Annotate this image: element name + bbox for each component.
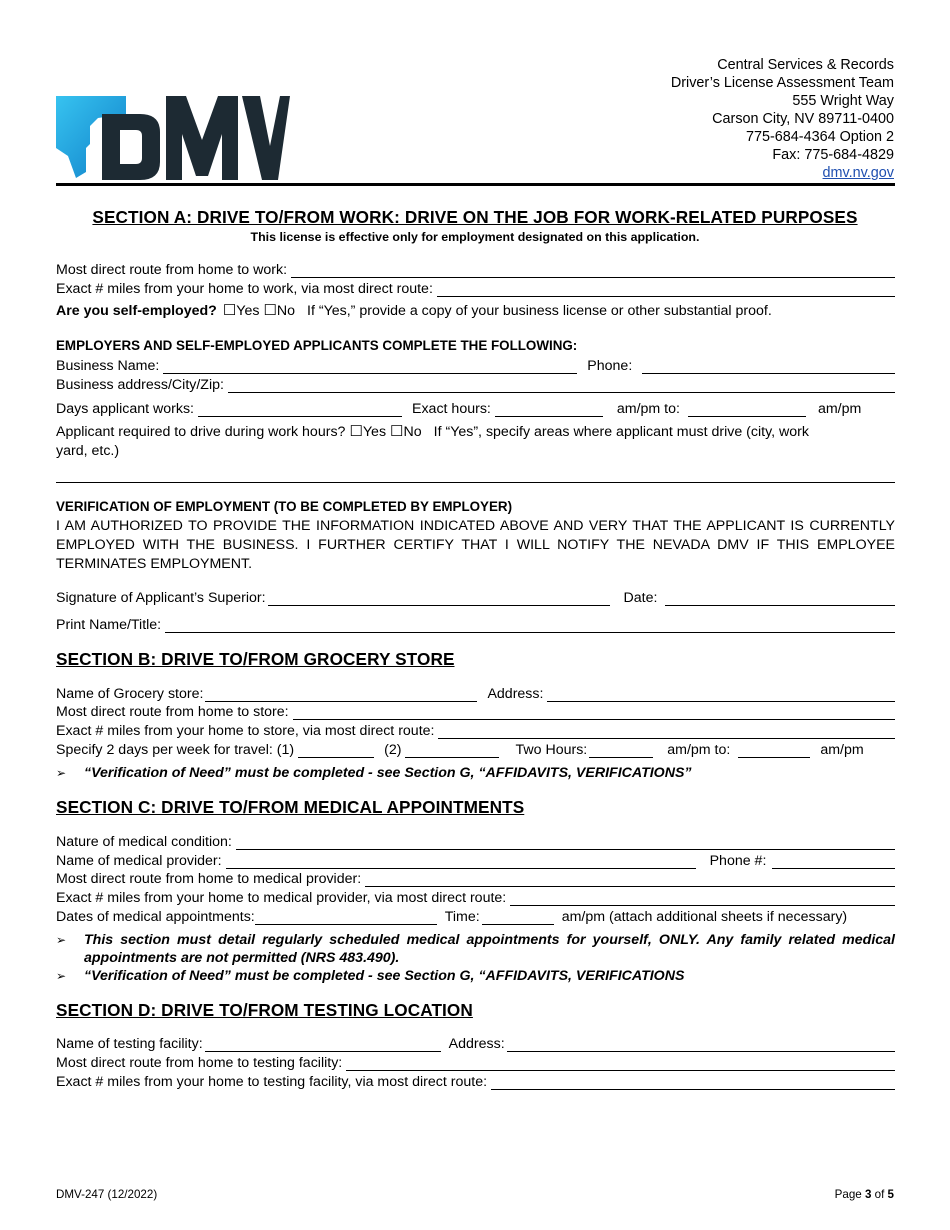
page-of: of <box>874 1188 885 1201</box>
medical-miles-field[interactable] <box>510 892 895 906</box>
grocery-day2-label: (2) <box>384 742 402 758</box>
provider-phone-field[interactable] <box>772 855 895 869</box>
medical-provider-row <box>56 851 895 869</box>
page-total: 5 <box>887 1188 894 1201</box>
work-days-row <box>56 399 895 417</box>
business-address-field[interactable] <box>228 379 895 393</box>
ampm-to-label: am/pm to: <box>616 401 680 417</box>
arrowhead-bullet-icon: ➢ <box>56 766 67 780</box>
no-label: No <box>276 303 296 319</box>
print-name-row <box>56 615 895 633</box>
self-employed-label: Are you self-employed? <box>56 303 217 319</box>
work-route-field[interactable] <box>291 264 895 278</box>
section-d-title: SECTION D: DRIVE TO/FROM TESTING LOCATION <box>56 1000 473 1020</box>
business-address-row <box>56 375 895 393</box>
medical-miles-row <box>56 888 895 906</box>
medical-scope-text: This section must detail regularly scheduled medical appointments for yourself, ONLY. Any family related medical appointments are not permitted (NRS 483.490). <box>84 932 895 966</box>
self-employed-note: If “Yes,” provide a copy of your business license or other substantial proof. <box>307 303 772 319</box>
medical-scope-note <box>56 931 895 967</box>
drive-areas-field[interactable] <box>56 482 895 483</box>
grocery-route-field[interactable] <box>293 706 895 720</box>
testing-miles-field[interactable] <box>491 1076 895 1090</box>
medical-dates-row <box>56 907 895 925</box>
grocery-name-row <box>56 684 895 702</box>
grocery-miles-field[interactable] <box>438 725 895 739</box>
drive-required-note-continued: yard, etc.) <box>56 443 120 459</box>
provider-phone-label: Phone #: <box>709 853 767 869</box>
grocery-address-label: Address: <box>487 686 544 702</box>
date-label: Date: <box>623 590 658 606</box>
business-name-row <box>56 356 895 374</box>
checkbox-icon[interactable]: ☐ <box>390 423 404 440</box>
form-id: DMV-247 (12/2022) <box>56 1188 158 1201</box>
two-hours-to-field[interactable] <box>738 744 810 758</box>
checkbox-icon[interactable]: ☐ <box>349 423 363 440</box>
arrowhead-bullet-icon: ➢ <box>56 933 67 947</box>
grocery-name-field[interactable] <box>205 688 477 702</box>
medical-route-row <box>56 869 895 887</box>
two-hours-label: Two Hours: <box>515 742 588 758</box>
testing-address-field[interactable] <box>507 1038 895 1052</box>
testing-route-row <box>56 1053 895 1071</box>
checkbox-icon[interactable]: ☐ <box>263 302 277 319</box>
verification-heading: VERIFICATION OF EMPLOYMENT (TO BE COMPLETED BY EMPLOYER) <box>56 499 513 514</box>
business-address-label: Business address/City/Zip: <box>56 377 224 393</box>
testing-name-row <box>56 1034 895 1052</box>
work-miles-field[interactable] <box>437 283 895 297</box>
address-line: Fax: 775-684-4829 <box>772 147 894 163</box>
grocery-address-field[interactable] <box>547 688 895 702</box>
arrowhead-bullet-icon: ➢ <box>56 969 67 983</box>
logo-lettering <box>102 96 290 180</box>
grocery-days-row <box>56 740 895 758</box>
business-name-label: Business Name: <box>56 358 160 374</box>
section-a-subtitle: This license is effective only for employment designated on this application. <box>250 230 700 244</box>
medical-time-field[interactable] <box>482 911 554 925</box>
medical-time-note: am/pm (attach additional sheets if necessary) <box>561 909 848 925</box>
medical-dates-field[interactable] <box>255 911 437 925</box>
medical-verification-note <box>56 967 895 985</box>
phone-field[interactable] <box>642 360 895 374</box>
medical-route-field[interactable] <box>365 873 895 887</box>
dmv-logo <box>56 96 290 180</box>
work-route-row <box>56 260 895 278</box>
medical-provider-label: Name of medical provider: <box>56 853 222 869</box>
work-miles-row <box>56 279 895 297</box>
medical-note-text: “Verification of Need” must be completed - see Section G, “AFFIDAVITS, VERIFICATIONS <box>84 968 685 984</box>
grocery-route-label: Most direct route from home to store: <box>56 704 289 720</box>
work-route-label: Most direct route from home to work: <box>56 262 288 278</box>
grocery-name-label: Name of Grocery store: <box>56 686 204 702</box>
signature-label: Signature of Applicant’s Superior: <box>56 590 266 606</box>
print-name-label: Print Name/Title: <box>56 617 162 633</box>
grocery-day1-field[interactable] <box>298 744 374 758</box>
medical-condition-field[interactable] <box>236 836 895 850</box>
testing-route-label: Most direct route from home to testing facility: <box>56 1055 343 1071</box>
testing-address-label: Address: <box>448 1036 505 1052</box>
testing-name-label: Name of testing facility: <box>56 1036 203 1052</box>
medical-dates-label: Dates of medical appointments: <box>56 909 255 925</box>
page-prefix: Page <box>834 1188 862 1201</box>
ampm-label: am/pm <box>820 742 864 758</box>
address-line: Driver’s License Assessment Team <box>670 75 894 91</box>
page-indicator <box>835 1188 894 1201</box>
grocery-miles-label: Exact # miles from your home to store, via most direct route: <box>56 723 435 739</box>
hours-from-field[interactable] <box>495 403 603 417</box>
medical-route-label: Most direct route from home to medical provider: <box>56 871 362 887</box>
office-address <box>671 56 894 182</box>
section-b-title: SECTION B: DRIVE TO/FROM GROCERY STORE <box>56 649 455 669</box>
employers-heading: EMPLOYERS AND SELF-EMPLOYED APPLICANTS COMPLETE THE FOLLOWING: <box>56 338 578 353</box>
grocery-route-row <box>56 702 895 720</box>
section-c-title: SECTION C: DRIVE TO/FROM MEDICAL APPOINTMENTS <box>56 797 525 817</box>
drive-required-row <box>56 422 895 440</box>
testing-route-field[interactable] <box>346 1057 895 1071</box>
yes-label: Yes <box>236 303 260 319</box>
drive-required-label: Applicant required to drive during work hours? <box>56 424 346 440</box>
hours-to-field[interactable] <box>688 403 806 417</box>
section-a-title: SECTION A: DRIVE TO/FROM WORK: DRIVE ON THE JOB FOR WORK-RELATED PURPOSES <box>92 207 858 227</box>
medical-miles-label: Exact # miles from your home to medical provider, via most direct route: <box>56 890 507 906</box>
date-field[interactable] <box>665 592 895 606</box>
medical-condition-label: Nature of medical condition: <box>56 834 232 850</box>
medical-provider-field[interactable] <box>226 855 696 869</box>
grocery-verification-note <box>56 764 895 782</box>
grocery-note-text: “Verification of Need” must be completed - see Section G, “AFFIDAVITS, VERIFICATIONS” <box>84 765 692 781</box>
signature-row <box>56 588 895 606</box>
exact-hours-label: Exact hours: <box>412 401 491 417</box>
verification-text: I AM AUTHORIZED TO PROVIDE THE INFORMATION INDICATED ABOVE AND VERY THAT THE APPLICANT IS CURRENTLY EMPLOYED WITH THE BUSINESS. I FURTHER CERTIFY THAT I WILL NOTIFY THE NEVADA DMV IF THIS EMPLOYEE TERMINATES EMPLOYMENT. <box>56 518 895 572</box>
grocery-day2-field[interactable] <box>405 744 499 758</box>
address-line: 775-684-4364 Option 2 <box>745 129 894 145</box>
address-line: 555 Wright Way <box>792 93 894 109</box>
page-number: 3 <box>864 1188 872 1201</box>
address-line: Carson City, NV 89711-0400 <box>712 111 894 127</box>
header-divider <box>56 183 895 186</box>
testing-name-field[interactable] <box>205 1038 441 1052</box>
signature-field[interactable] <box>268 592 610 606</box>
business-name-field[interactable] <box>163 360 577 374</box>
days-label: Days applicant works: <box>56 401 194 417</box>
work-miles-label: Exact # miles from your home to work, via most direct route: <box>56 281 433 297</box>
testing-miles-row <box>56 1072 895 1090</box>
medical-time-label: Time: <box>444 909 480 925</box>
ampm-to-label: am/pm to: <box>667 742 731 758</box>
testing-miles-label: Exact # miles from your home to testing facility, via most direct route: <box>56 1074 488 1090</box>
two-hours-from-field[interactable] <box>589 744 653 758</box>
self-employed-row <box>56 301 895 319</box>
yes-label: Yes <box>362 424 387 440</box>
print-name-field[interactable] <box>165 619 895 633</box>
no-label: No <box>403 424 422 440</box>
drive-required-note: If “Yes”, specify areas where applicant must drive (city, work <box>433 424 809 440</box>
ampm-label: am/pm <box>817 401 862 417</box>
grocery-days-label: Specify 2 days per week for travel: (1) <box>56 742 295 758</box>
phone-label: Phone: <box>587 358 633 374</box>
medical-condition-row <box>56 832 895 850</box>
website-link[interactable]: dmv.nv.gov <box>822 165 894 181</box>
days-field[interactable] <box>198 403 402 417</box>
grocery-miles-row <box>56 721 895 739</box>
address-line: Central Services & Records <box>717 57 894 73</box>
checkbox-icon[interactable]: ☐ <box>222 302 237 319</box>
